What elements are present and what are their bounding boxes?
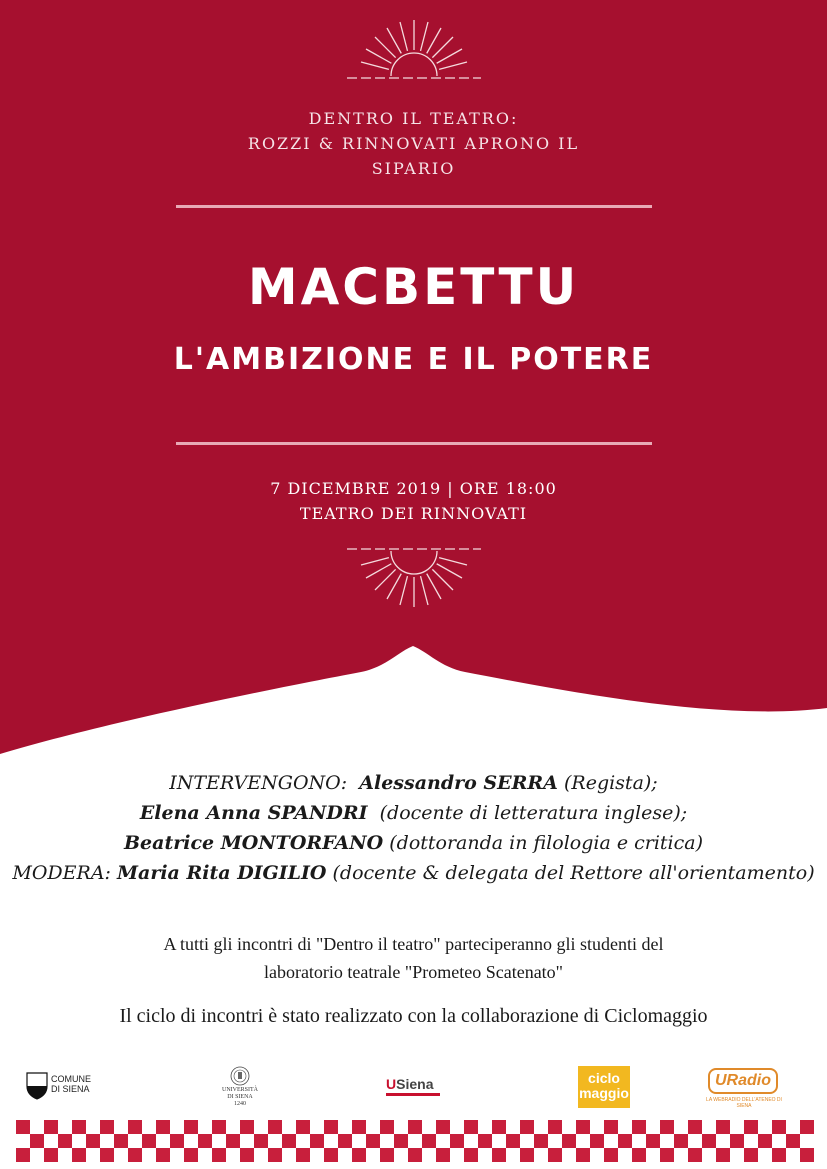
checker-square <box>142 1134 156 1148</box>
checker-square <box>688 1148 702 1162</box>
checker-square <box>702 1134 716 1148</box>
speaker-name: Beatrice MONTORFANO <box>124 832 384 854</box>
university-logo-text <box>214 1087 266 1108</box>
speaker-line-4 <box>0 858 827 888</box>
ciclomaggio-logo <box>578 1066 630 1108</box>
divider-bottom <box>176 442 652 445</box>
checker-square <box>716 1148 730 1162</box>
checker-square <box>16 1148 30 1162</box>
checker-square <box>184 1120 198 1134</box>
checker-square <box>464 1148 478 1162</box>
checker-square <box>786 1134 800 1148</box>
checker-square <box>296 1148 310 1162</box>
speaker-name: Elena Anna SPANDRI <box>139 802 368 824</box>
checkered-border <box>0 1114 827 1169</box>
checker-square <box>758 1134 772 1148</box>
checker-square <box>590 1134 604 1148</box>
checker-square <box>128 1120 142 1134</box>
checker-square <box>268 1120 282 1134</box>
comune-di-siena-logo <box>26 1066 96 1108</box>
moderator-name: Maria Rita DIGILIO <box>116 862 327 884</box>
checker-square <box>506 1134 520 1148</box>
series-heading <box>0 106 827 181</box>
checker-square <box>436 1148 450 1162</box>
checker-square <box>464 1120 478 1134</box>
checker-square <box>324 1148 338 1162</box>
checker-square <box>660 1148 674 1162</box>
event-subtitle: L'AMBIZIONE E IL POTERE <box>173 342 654 377</box>
checker-square <box>58 1134 72 1148</box>
checker-square <box>380 1120 394 1134</box>
speaker-role: (Regista); <box>563 772 658 794</box>
checker-square <box>380 1148 394 1162</box>
ciclo-logo-line-2: maggio <box>579 1085 629 1101</box>
checker-square <box>352 1120 366 1134</box>
checker-square <box>478 1134 492 1148</box>
speaker-line-2 <box>0 798 827 828</box>
event-details <box>0 476 827 526</box>
speakers-list <box>0 768 827 888</box>
checker-square <box>800 1148 814 1162</box>
university-logo-line-1: UNIVERSITÀ <box>222 1087 258 1093</box>
series-line-3: SIPARIO <box>371 159 456 178</box>
checker-square <box>562 1134 576 1148</box>
checker-square <box>198 1134 212 1148</box>
checker-square <box>688 1120 702 1134</box>
checker-square <box>184 1148 198 1162</box>
checker-square <box>16 1120 30 1134</box>
uradio-logo-tagline: LA WEBRADIO DELL'ATENEO DI SIENA <box>706 1097 782 1109</box>
checker-square <box>44 1148 58 1162</box>
checker-square <box>254 1134 268 1148</box>
checker-square <box>520 1148 534 1162</box>
checker-square <box>492 1148 506 1162</box>
students-note-line-2: laboratorio teatrale "Prometeo Scatenato" <box>263 962 564 982</box>
moderator-label: MODERA: <box>12 862 111 884</box>
checker-square <box>394 1134 408 1148</box>
event-title: MACBETTU <box>247 258 580 316</box>
checker-square <box>632 1120 646 1134</box>
series-line-2: ROZZI & RINNOVATI APRONO IL <box>247 134 580 153</box>
usiena-logo-u: U <box>386 1076 397 1092</box>
speaker-name: Alessandro SERRA <box>359 772 558 794</box>
checker-square <box>30 1134 44 1148</box>
checker-square <box>282 1134 296 1148</box>
checker-square <box>86 1134 100 1148</box>
checker-square <box>212 1120 226 1134</box>
ciclo-logo-line-1: ciclo <box>588 1070 620 1086</box>
checker-square <box>422 1134 436 1148</box>
university-logo-line-3: 1240 <box>234 1101 246 1107</box>
checker-square <box>632 1148 646 1162</box>
siena-shield-icon <box>26 1072 48 1100</box>
checker-square <box>100 1120 114 1134</box>
checker-square <box>156 1120 170 1134</box>
checker-square <box>450 1134 464 1148</box>
usiena-logo-word: Siena <box>396 1076 434 1092</box>
checker-square <box>576 1148 590 1162</box>
universita-di-siena-logo <box>214 1066 266 1108</box>
checker-square <box>730 1134 744 1148</box>
speakers-intro-label: INTERVENGONO: <box>169 772 348 794</box>
divider-top <box>176 205 652 208</box>
checker-square <box>576 1120 590 1134</box>
moderator-role: (docente & delegata del Rettore all'orientamento) <box>332 862 815 884</box>
checker-square <box>772 1120 786 1134</box>
checker-square <box>408 1120 422 1134</box>
checker-square <box>72 1148 86 1162</box>
checker-square <box>548 1148 562 1162</box>
students-note-line-1: A tutti gli incontri di "Dentro il teatro" parteciperanno gli studenti del <box>163 934 664 954</box>
uradio-logo-text: URadio <box>708 1068 778 1094</box>
checker-square <box>366 1134 380 1148</box>
checker-square <box>534 1134 548 1148</box>
checker-square <box>744 1148 758 1162</box>
students-note <box>0 930 827 986</box>
checker-square <box>310 1134 324 1148</box>
usiena-logo <box>386 1076 442 1118</box>
event-venue: TEATRO DEI RINNOVATI <box>299 504 528 523</box>
checker-square <box>170 1134 184 1148</box>
checker-square <box>226 1134 240 1148</box>
checker-square <box>660 1120 674 1134</box>
checker-square <box>352 1148 366 1162</box>
university-seal-icon <box>230 1066 250 1086</box>
speaker-role: (docente di letteratura inglese); <box>379 802 688 824</box>
checker-square <box>114 1134 128 1148</box>
checker-square <box>324 1120 338 1134</box>
checker-square <box>618 1134 632 1148</box>
speaker-line-1 <box>0 768 827 798</box>
speaker-line-3 <box>0 828 827 858</box>
speaker-role: (dottoranda in filologia e critica) <box>389 832 703 854</box>
checker-square <box>408 1148 422 1162</box>
checker-square <box>548 1120 562 1134</box>
checker-square <box>128 1148 142 1162</box>
checker-square <box>604 1120 618 1134</box>
checker-square <box>100 1148 114 1162</box>
checker-square <box>492 1120 506 1134</box>
sunburst-bottom-icon <box>339 535 489 615</box>
series-line-1: DENTRO IL TEATRO: <box>308 109 519 128</box>
checker-square <box>800 1120 814 1134</box>
event-date-time: 7 DICEMBRE 2019 | ORE 18:00 <box>270 479 557 498</box>
collaboration-note: Il ciclo di incontri è stato realizzato con la collaborazione di Ciclomaggio <box>119 1005 708 1027</box>
checker-square <box>772 1148 786 1162</box>
checker-square <box>744 1120 758 1134</box>
university-logo-line-2: DI SIENA <box>227 1094 253 1100</box>
checker-square <box>716 1120 730 1134</box>
usiena-logo-text <box>386 1076 442 1092</box>
checker-square <box>338 1134 352 1148</box>
checker-square <box>156 1148 170 1162</box>
checker-square <box>44 1120 58 1134</box>
sunburst-top-icon <box>339 12 489 92</box>
comune-logo-text: COMUNE DI SIENA <box>51 1074 91 1094</box>
checker-square <box>646 1134 660 1148</box>
checker-square <box>212 1148 226 1162</box>
checker-square <box>436 1120 450 1134</box>
checker-square <box>520 1120 534 1134</box>
checker-square <box>296 1120 310 1134</box>
usiena-logo-bar <box>386 1093 440 1096</box>
checker-square <box>604 1148 618 1162</box>
checker-square <box>674 1134 688 1148</box>
checker-square <box>268 1148 282 1162</box>
checker-square <box>72 1120 86 1134</box>
checker-square <box>240 1148 254 1162</box>
checker-square <box>240 1120 254 1134</box>
uradio-logo <box>704 1066 784 1108</box>
